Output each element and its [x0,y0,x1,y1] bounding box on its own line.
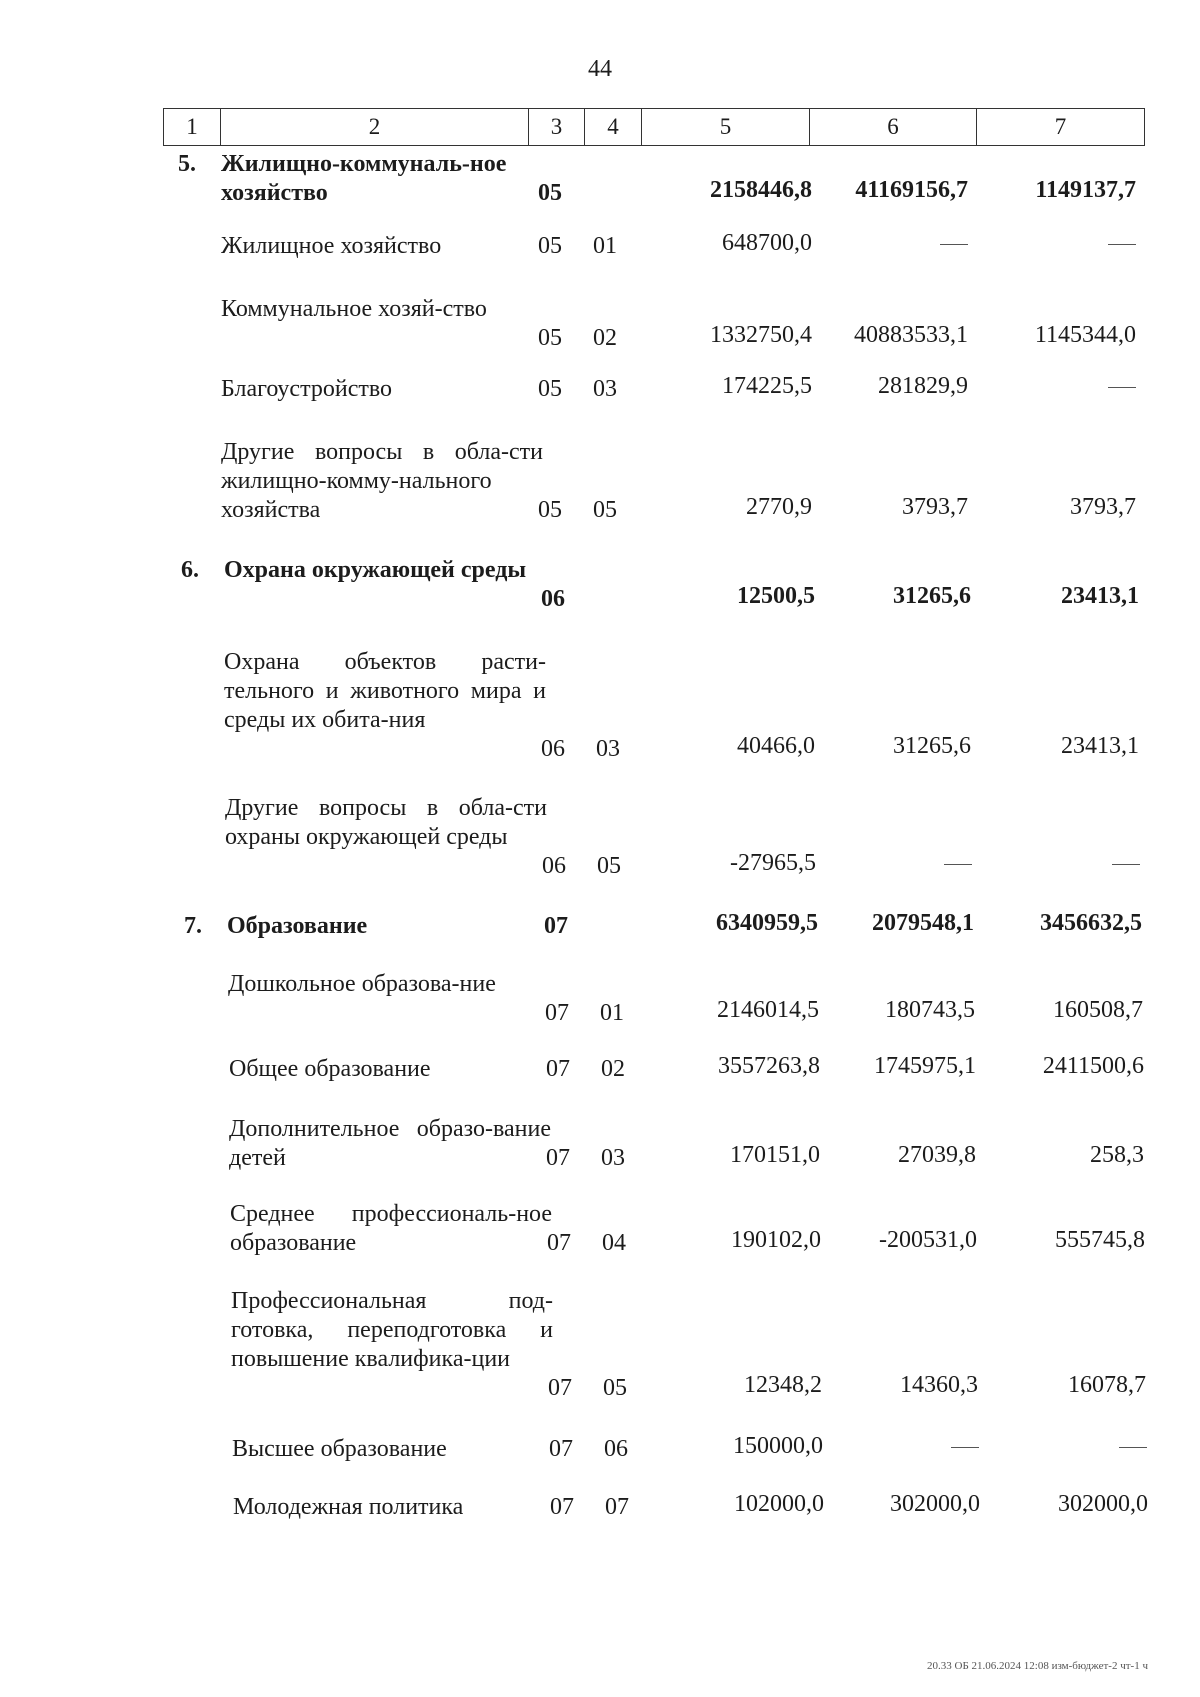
page-number: 44 [588,56,612,82]
value-col-7: 1149137,7 [1035,177,1136,203]
value-col-6: 27039,8 [898,1142,976,1168]
subsection-code: 03 [601,1145,625,1171]
value-col-6: 14360,3 [900,1372,978,1398]
column-header-6: 6 [810,109,977,146]
section-code: 05 [538,180,562,206]
section-code: 07 [549,1436,573,1462]
row-number: 6. [181,557,199,583]
section-code: 07 [544,913,568,939]
column-header-2: 2 [221,109,529,146]
value-col-7: 16078,7 [1068,1372,1146,1398]
row-name: Другие вопросы в обла-сти жилищно-комму-нального хозяйства [221,439,543,523]
value-col-6: 31265,6 [893,583,971,609]
value-col-6: 302000,0 [890,1491,980,1517]
value-col-5: 174225,5 [722,373,812,399]
value-col-5: 2146014,5 [717,997,819,1023]
value-col-6: 2079548,1 [872,910,974,936]
row-name: Коммунальное хозяй-ство [221,296,487,322]
value-col-7: 2411500,6 [1042,1053,1144,1079]
value-col-5: 648700,0 [722,230,812,256]
empty-dash [947,1432,1147,1461]
value-col-5: 12348,2 [744,1372,822,1398]
dash-mark [1112,864,1140,865]
section-code: 06 [542,853,566,879]
section-code: 07 [546,1056,570,1082]
column-header-4: 4 [585,109,642,146]
subsection-code: 07 [605,1494,629,1520]
value-col-5: 150000,0 [733,1433,823,1459]
row-name: Дошкольное образова-ние [228,971,496,997]
row-name: Охрана объектов расти-тельного и животного мира и среды их обита-ния [224,649,546,733]
value-col-6: 3793,7 [902,494,968,520]
column-header-3: 3 [529,109,585,146]
subsection-code: 03 [593,376,617,402]
value-col-7: 3793,7 [1070,494,1136,520]
section-code: 07 [545,1000,569,1026]
subsection-code: 05 [603,1375,627,1401]
value-col-5: -27965,5 [730,850,816,876]
row-name: Благоустройство [221,376,393,402]
dash-mark [1119,1447,1147,1448]
empty-dash [936,229,1136,258]
row-name: Высшее образование [232,1436,447,1462]
section-code: 05 [538,233,562,259]
empty-dash [936,372,1136,401]
subsection-code: 05 [593,497,617,523]
value-col-5: 6340959,5 [716,910,818,936]
value-col-7: 23413,1 [1061,733,1139,759]
footer-note: 20.33 ОБ 21.06.2024 12:08 изм-бюджет-2 чт-1 ч [927,1660,1148,1672]
row-name: Жилищное хозяйство [221,233,442,259]
row-number: 5. [178,151,196,177]
value-col-7: 23413,1 [1061,583,1139,609]
value-col-6: 1745975,1 [874,1053,976,1079]
section-code: 07 [550,1494,574,1520]
value-col-7: 302000,0 [1058,1491,1148,1517]
value-col-6: 31265,6 [893,733,971,759]
row-name: Профессиональная под-готовка, переподготовка и повышение квалифика-ции [231,1288,553,1372]
value-col-5: 190102,0 [731,1227,821,1253]
empty-dash [940,849,1140,878]
subsection-code: 01 [593,233,617,259]
value-col-5: 3557263,8 [718,1053,820,1079]
row-name: Жилищно-коммуналь-ное хозяйство [221,151,507,206]
section-code: 06 [541,736,565,762]
value-col-5: 2770,9 [746,494,812,520]
value-col-6: 180743,5 [885,997,975,1023]
subsection-code: 02 [593,325,617,351]
row-name: Образование [227,913,368,939]
column-header-1: 1 [164,109,221,146]
subsection-code: 03 [596,736,620,762]
row-name: Общее образование [229,1056,431,1082]
dash-mark [1108,244,1136,245]
section-code: 07 [546,1145,570,1171]
value-col-6: 281829,9 [878,373,968,399]
subsection-code: 06 [604,1436,628,1462]
section-code: 05 [538,376,562,402]
value-col-5: 40466,0 [737,733,815,759]
value-col-7: 160508,7 [1053,997,1143,1023]
value-col-5: 1332750,4 [710,322,812,348]
row-name: Охрана окружающей среды [224,557,527,583]
section-code: 05 [538,497,562,523]
row-name: Среднее профессиональ-ное образование [230,1201,552,1256]
value-col-7: 555745,8 [1055,1227,1145,1253]
value-col-7: 1145344,0 [1034,322,1136,348]
section-code: 07 [547,1230,571,1256]
row-name: Дополнительное образо-вание детей [229,1116,551,1171]
value-col-5: 170151,0 [730,1142,820,1168]
row-number: 7. [184,913,202,939]
value-col-5: 2158446,8 [710,177,812,203]
section-code: 06 [541,586,565,612]
column-header-table [163,108,1145,146]
value-col-5: 102000,0 [734,1491,824,1517]
value-col-5: 12500,5 [737,583,815,609]
value-col-6: 40883533,1 [854,322,968,348]
value-col-6: 41169156,7 [855,177,968,203]
value-col-7: 3456632,5 [1040,910,1142,936]
subsection-code: 02 [601,1056,625,1082]
row-name: Молодежная политика [233,1494,464,1520]
column-header-5: 5 [642,109,810,146]
column-header-7: 7 [977,109,1145,146]
subsection-code: 05 [597,853,621,879]
section-code: 07 [548,1375,572,1401]
section-code: 05 [538,325,562,351]
row-name: Другие вопросы в обла-сти охраны окружающей среды [225,795,547,850]
subsection-code: 01 [600,1000,624,1026]
value-col-7: 258,3 [1090,1142,1144,1168]
dash-mark [1108,387,1136,388]
value-col-6: -200531,0 [879,1227,977,1253]
subsection-code: 04 [602,1230,626,1256]
